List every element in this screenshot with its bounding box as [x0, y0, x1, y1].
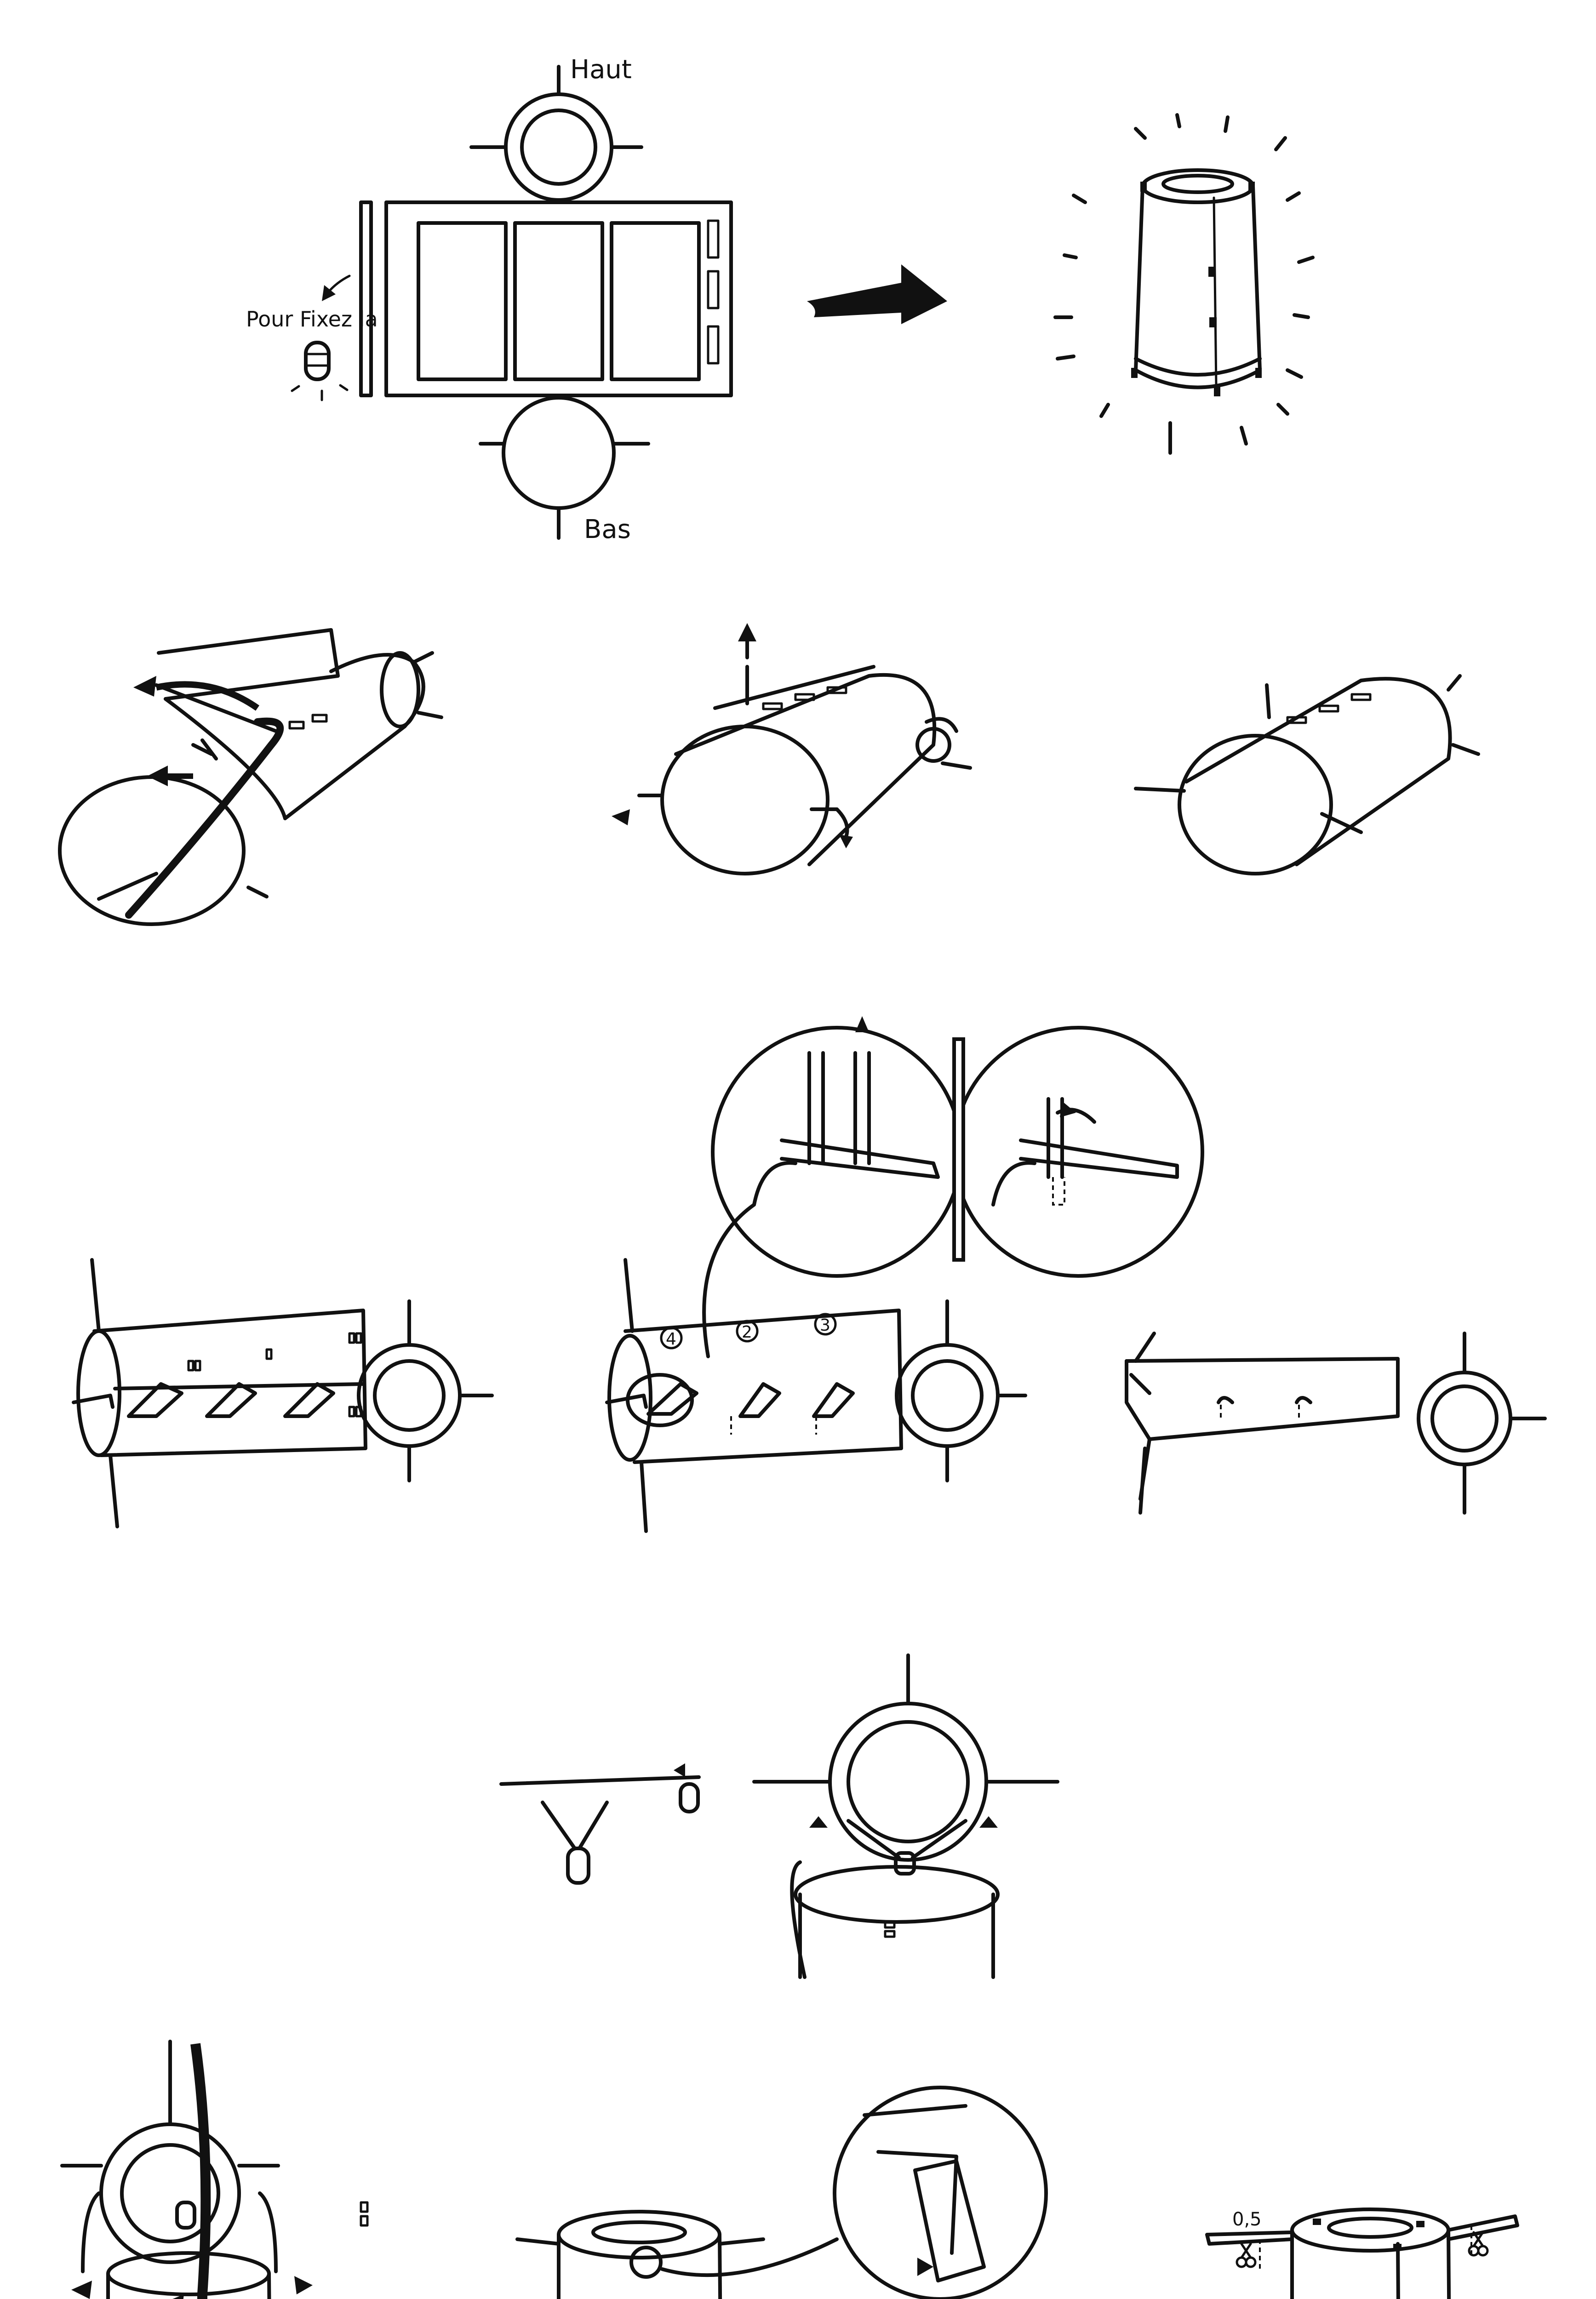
step-3c-closed [1127, 1333, 1545, 1513]
step-1-finished-cylinder [1055, 115, 1313, 453]
step-1-flat-pattern [246, 55, 731, 544]
sparkle-lines [1055, 115, 1313, 453]
step-5b-fasten [517, 2087, 1058, 2299]
callout-number-2: 2 [742, 1323, 752, 1342]
measure-label: 0,5 [1232, 2209, 1262, 2230]
step-5c-trim [1207, 2209, 1517, 2299]
scissors-icon [1237, 2244, 1255, 2267]
step-2c-rolled [1136, 676, 1478, 874]
label-bas: Bas [584, 515, 631, 544]
label-fix-note: Pour Fixez la [246, 307, 378, 332]
step-3b-tabs [607, 1260, 1025, 1531]
step-2a-rolling [60, 630, 441, 924]
label-haut: Haut [570, 55, 632, 85]
clip-icon [306, 343, 329, 379]
step-4-clip-assembly [501, 1655, 1058, 1977]
arrow-right-icon [807, 264, 947, 324]
step-3a-tabs [74, 1260, 492, 1527]
step-2b-rolling [612, 623, 970, 874]
callout-number-3: 3 [820, 1316, 830, 1335]
callout-number-4: 4 [666, 1330, 676, 1349]
step-3-detail-circles [704, 1016, 1202, 1356]
step-5a-attach [46, 2042, 367, 2299]
